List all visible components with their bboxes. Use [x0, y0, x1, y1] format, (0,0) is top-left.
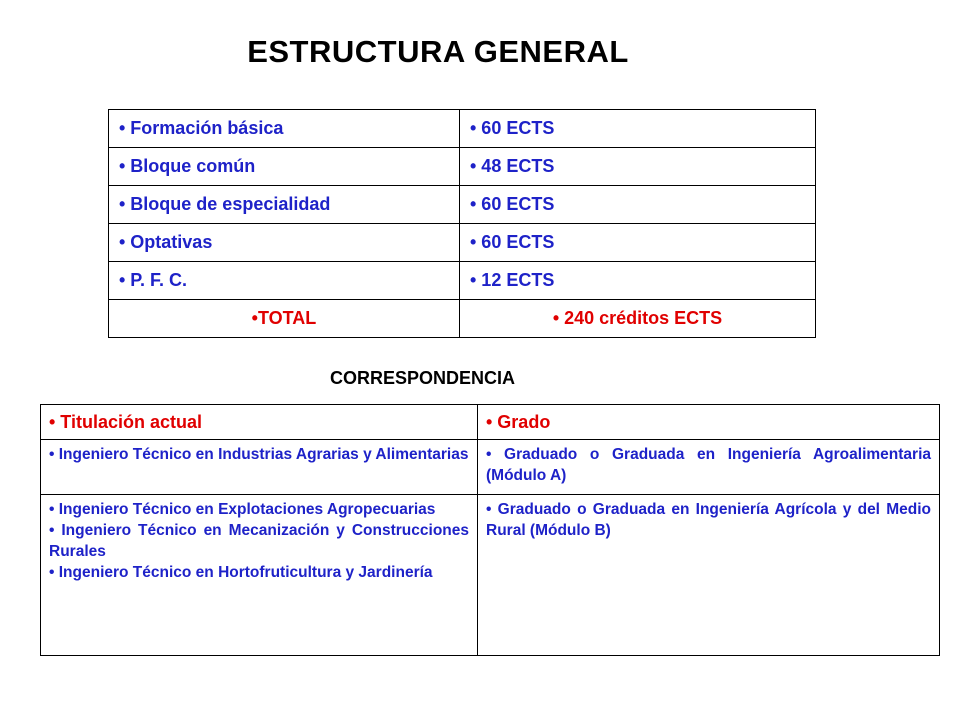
structure-table: [108, 109, 816, 338]
correspondence-title: CORRESPONDENCIA: [330, 368, 516, 388]
total-label: •TOTAL: [109, 300, 460, 338]
table-header-row: [41, 405, 940, 440]
list-item: • Ingeniero Técnico en Explotaciones Agropecuarias: [49, 501, 436, 518]
block-credits: • 48 ECTS: [460, 148, 816, 186]
header-current-degree: • Titulación actual: [41, 405, 478, 440]
block-credits: • 60 ECTS: [460, 186, 816, 224]
page-title: ESTRUCTURA GENERAL: [247, 34, 629, 69]
table-row: [109, 148, 816, 186]
list-item: • Ingeniero Técnico en Mecanización y Construcciones Rurales: [49, 522, 469, 560]
block-credits: • 60 ECTS: [460, 224, 816, 262]
block-credits: • 12 ECTS: [460, 262, 816, 300]
block-label: • Optativas: [109, 224, 460, 262]
table-row: [109, 186, 816, 224]
block-label: • Formación básica: [109, 110, 460, 148]
block-credits: • 60 ECTS: [460, 110, 816, 148]
new-degree-cell: • Graduado o Graduada en Ingeniería Agroalimentaria (Módulo A): [478, 440, 940, 495]
current-degree-cell: [41, 495, 478, 656]
current-degree-cell: • Ingeniero Técnico en Industrias Agrarias y Alimentarias: [41, 440, 478, 495]
table-row: [109, 262, 816, 300]
table-row: [41, 440, 940, 495]
total-credits: • 240 créditos ECTS: [460, 300, 816, 338]
block-label: • Bloque común: [109, 148, 460, 186]
table-row: [109, 224, 816, 262]
list-item: • Ingeniero Técnico en Hortofruticultura y Jardinería: [49, 564, 433, 581]
table-row: [41, 495, 940, 656]
correspondence-table: [40, 404, 940, 656]
new-degree-cell: • Graduado o Graduada en Ingeniería Agrícola y del Medio Rural (Módulo B): [478, 495, 940, 656]
total-row: [109, 300, 816, 338]
block-label: • Bloque de especialidad: [109, 186, 460, 224]
header-new-degree: • Grado: [478, 405, 940, 440]
table-row: [109, 110, 816, 148]
block-label: • P. F. C.: [109, 262, 460, 300]
